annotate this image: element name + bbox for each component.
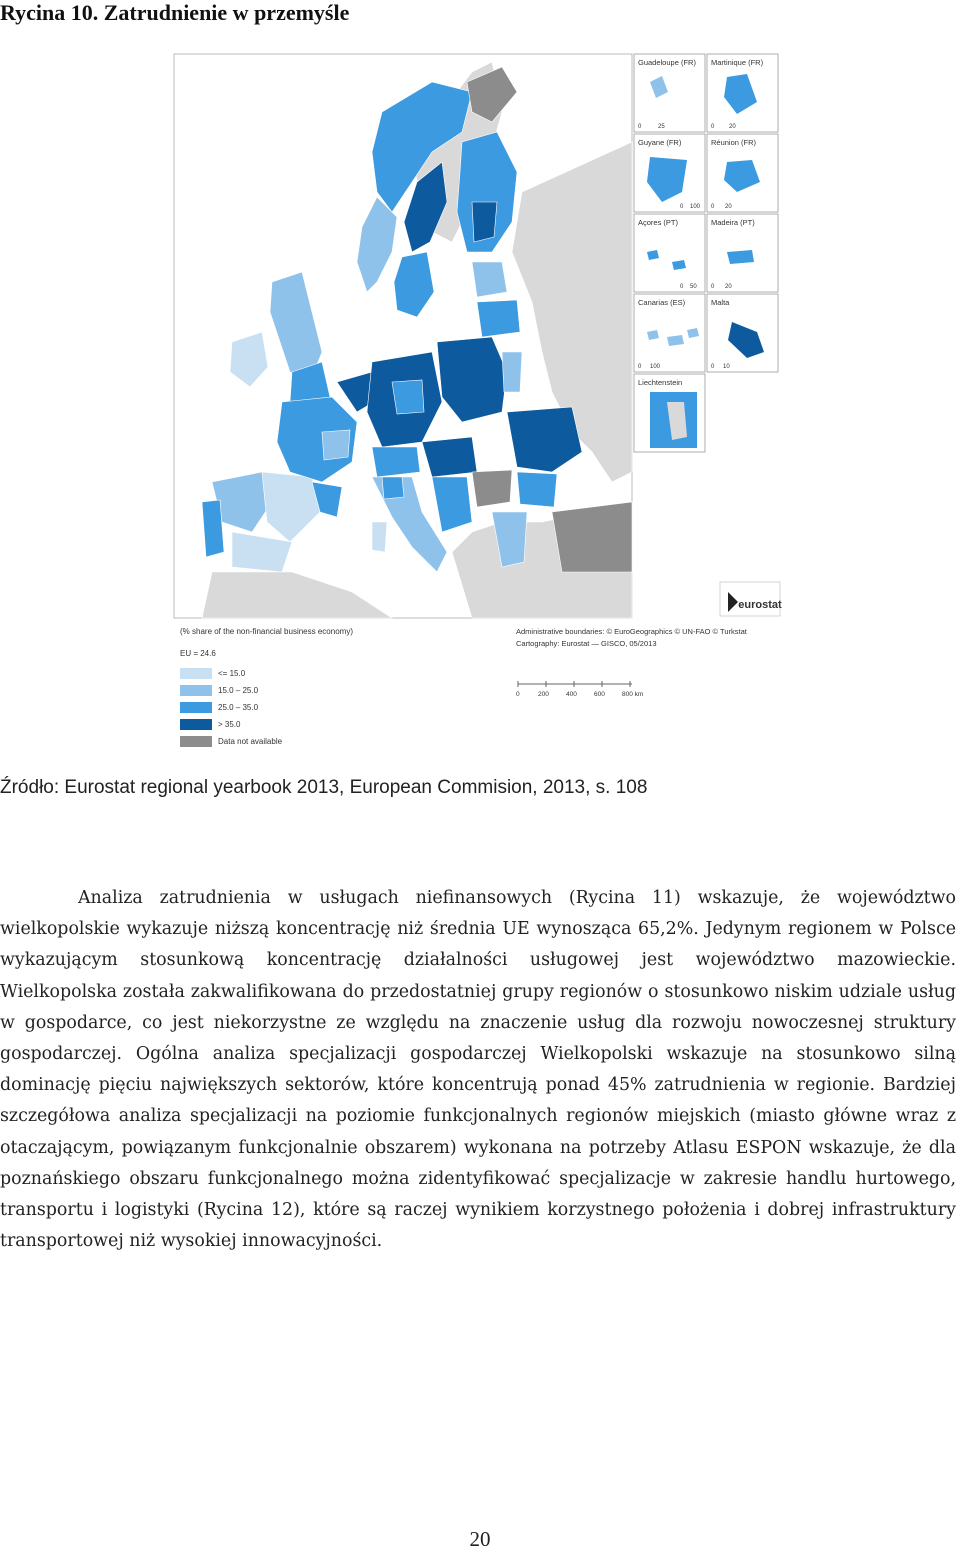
svg-text:0: 0	[638, 364, 642, 370]
svg-text:0: 0	[711, 284, 715, 290]
svg-text:15.0 – 25.0: 15.0 – 25.0	[218, 686, 259, 695]
svg-text:Malta: Malta	[711, 298, 730, 307]
svg-text:0: 0	[711, 364, 715, 370]
svg-text:Martinique (FR): Martinique (FR)	[711, 58, 764, 67]
svg-text:Madeira (PT): Madeira (PT)	[711, 218, 755, 227]
svg-text:Data not available: Data not available	[218, 737, 283, 746]
svg-text:20: 20	[725, 284, 732, 290]
svg-text:20: 20	[729, 124, 736, 130]
map-svg	[172, 52, 784, 752]
svg-text:0: 0	[680, 204, 684, 210]
svg-text:0: 0	[711, 124, 715, 130]
svg-text:Cartography: Eurostat — GISCO,: Cartography: Eurostat — GISCO, 05/2013	[516, 639, 657, 648]
svg-text:200: 200	[538, 691, 549, 698]
svg-text:Guyane (FR): Guyane (FR)	[638, 138, 682, 147]
page-number: 20	[469, 1527, 491, 1551]
svg-text:0: 0	[680, 284, 684, 290]
map-scalebar	[516, 681, 643, 698]
map-credits	[516, 627, 748, 648]
svg-text:100: 100	[650, 364, 661, 370]
map-legend	[180, 627, 353, 747]
svg-text:eurostat: eurostat	[738, 599, 782, 611]
svg-text:0: 0	[516, 691, 520, 698]
svg-text:Réunion (FR): Réunion (FR)	[711, 138, 757, 147]
svg-text:Açores (PT): Açores (PT)	[638, 218, 679, 227]
eurostat-map-figure	[172, 52, 784, 752]
svg-text:Administrative boundaries: © E: Administrative boundaries: © EuroGeographics © UN-FAO © Turkstat	[516, 627, 747, 636]
svg-text:(% share of the non-financial: (% share of the non-financial business economy)	[180, 627, 353, 636]
svg-text:> 35.0: > 35.0	[218, 720, 241, 729]
svg-text:400: 400	[566, 691, 577, 698]
svg-text:0: 0	[638, 124, 642, 130]
svg-text:0: 0	[711, 204, 715, 210]
svg-text:600: 600	[594, 691, 605, 698]
svg-text:<= 15.0: <= 15.0	[218, 669, 246, 678]
eurostat-logo	[720, 582, 782, 616]
inset-panels	[634, 54, 778, 452]
svg-text:EU = 24.6: EU = 24.6	[180, 649, 216, 658]
figure-heading: Rycina 10. Zatrudnienie w przemyśle	[0, 0, 350, 25]
svg-text:100: 100	[690, 204, 701, 210]
figure-source: Źródło: Eurostat regional yearbook 2013, European Commision, 2013, s. 108	[0, 777, 648, 798]
svg-text:25.0 – 35.0: 25.0 – 35.0	[218, 703, 259, 712]
svg-text:20: 20	[725, 204, 732, 210]
svg-text:Guadeloupe (FR): Guadeloupe (FR)	[638, 58, 696, 67]
body-paragraph: Analiza zatrudnienia w usługach niefinansowych (Rycina 11) wskazuje, że województwo wielkopolskie wykazuje niższą koncentrację niż średnia UE wynosząca 65,2%. Jedynym regionem w Polsce wykazującym stosunkową koncentrację działalności usługowej jest województwo mazowieckie. Wielkopolska została zakwalifikowana do przedostatniej grupy regionów o stosunkowo niskim udziale usług w gospodarce, co jest niekorzystne ze względu na znaczenie usług dla rozwoju nowoczesnej struktury gospodarczej. Ogólna analiza specjalizacji gospodarczej Wielkopolski wskazuje na stosunkowo silną dominację pięciu największych sektorów, które koncentrują ponad 45% zatrudnienia w regionie. Bardziej szczegółowa analiza specjalizacji na poziomie funkcjonalnych regionów miejskich (miasto główne wraz z otaczającym, powiązanym funkcjonalnie obszarem) wykonana na potrzeby Atlasu ESPON wskazuje, że dla poznańskiego obszaru funkcjonalnego można zidentyfikować specjalizacje w zakresie handlu hurtowego, transportu i logistyki (Rycina 12), które są raczej wynikiem korzystnego położenia i dobrej infrastruktury transportowej niż wysokiej innowacyjności.	[0, 888, 956, 1252]
svg-text:Canarias (ES): Canarias (ES)	[638, 298, 686, 307]
svg-text:50: 50	[690, 284, 697, 290]
svg-text:Liechtenstein: Liechtenstein	[638, 378, 683, 387]
svg-text:25: 25	[658, 124, 665, 130]
svg-text:10: 10	[723, 364, 730, 370]
svg-text:800 km: 800 km	[622, 691, 644, 698]
